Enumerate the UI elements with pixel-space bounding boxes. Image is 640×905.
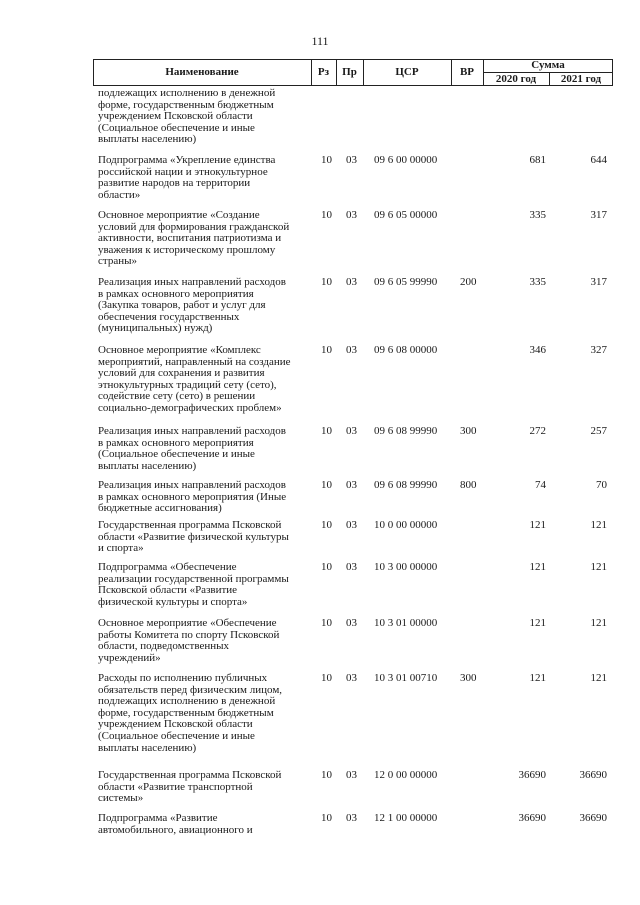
- row-csr: 09 6 08 99990: [374, 479, 438, 491]
- row-pr: 03: [346, 519, 357, 531]
- row-csr: 10 0 00 00000: [374, 519, 438, 531]
- row-name: Подпрограмма «Укрепление единства российской нации и этнокультурное развитие народов на территории области»: [98, 154, 276, 201]
- row-sum-2021: 121: [590, 672, 607, 684]
- row-rz: 10: [321, 617, 332, 629]
- row-sum-2020: 335: [529, 209, 546, 221]
- row-rz: 10: [321, 425, 332, 437]
- row-sum-2020: 121: [529, 519, 546, 531]
- row-sum-2021: 121: [590, 617, 607, 629]
- row-name: Основное мероприятие «Комплекс мероприятий, направленный на создание условий для сохранения и развития этнокультурных традиций сету (сето), содействие сету (сето) в решении социально-демографических проблем»: [98, 344, 291, 414]
- header-name: Наименование: [165, 66, 239, 78]
- row-pr: 03: [346, 561, 357, 573]
- row-vr: 200: [460, 276, 477, 288]
- row-csr: 12 0 00 00000: [374, 769, 438, 781]
- row-name: Реализация иных направлений расходов в рамках основного мероприятия (Закупка товаров, работ и услуг для обеспечения государственных (муниципальных) нужд): [98, 276, 286, 335]
- row-rz: 10: [321, 672, 332, 684]
- row-sum-2021: 317: [590, 209, 607, 221]
- row-sum-2021: 257: [590, 425, 607, 437]
- row-pr: 03: [346, 617, 357, 629]
- row-name: Реализация иных направлений расходов в рамках основного мероприятия (Иные бюджетные ассигнования): [98, 479, 287, 515]
- row-sum-2021: 121: [590, 519, 607, 531]
- row-pr: 03: [346, 769, 357, 781]
- header-bottom-rule: [93, 85, 613, 86]
- row-name: Подпрограмма «Развитие автомобильного, авиационного и: [98, 812, 253, 836]
- row-sum-2020: 121: [529, 672, 546, 684]
- row-csr: 09 6 05 00000: [374, 209, 438, 221]
- row-pr: 03: [346, 812, 357, 824]
- row-sum-2020: 121: [529, 617, 546, 629]
- row-vr: 800: [460, 479, 477, 491]
- row-rz: 10: [321, 209, 332, 221]
- header-year-2020: 2020 год: [495, 73, 537, 85]
- row-rz: 10: [321, 561, 332, 573]
- row-rz: 10: [321, 154, 332, 166]
- row-vr: 300: [460, 425, 477, 437]
- row-name: Расходы по исполнению публичных обязательств перед физическим лицом, подлежащих исполнению в денежной форме, государственным бюджетным учреждением Псковской области (Социальное обеспечение и иные выплаты населению): [98, 672, 283, 754]
- row-sum-2020: 272: [529, 425, 546, 437]
- header-rz: Рз: [317, 66, 330, 78]
- row-pr: 03: [346, 276, 357, 288]
- row-rz: 10: [321, 276, 332, 288]
- row-name: подлежащих исполнению в денежной форме, государственным бюджетным учреждением Псковской области (Социальное обеспечение и иные выплаты населению): [98, 87, 276, 146]
- row-csr: 10 3 00 00000: [374, 561, 438, 573]
- header-year-2021: 2021 год: [560, 73, 602, 85]
- row-sum-2021: 70: [596, 479, 607, 491]
- row-name: Подпрограмма «Обеспечение реализации государственной программы Псковской области «Развитие физической культуры и спорта»: [98, 561, 289, 608]
- row-sum-2020: 74: [535, 479, 546, 491]
- table-header: [93, 59, 613, 86]
- header-pr: Пр: [342, 66, 357, 78]
- row-rz: 10: [321, 479, 332, 491]
- row-sum-2021: 36690: [579, 769, 607, 781]
- header-vr: ВР: [459, 66, 475, 78]
- row-rz: 10: [321, 812, 332, 824]
- row-rz: 10: [321, 769, 332, 781]
- row-name: Государственная программа Псковской области «Развитие физической культуры и спорта»: [98, 519, 289, 555]
- row-vr: 300: [460, 672, 477, 684]
- row-sum-2021: 317: [590, 276, 607, 288]
- header-sum: Сумма: [531, 59, 565, 71]
- row-csr: 09 6 05 99990: [374, 276, 438, 288]
- row-csr: 09 6 00 00000: [374, 154, 438, 166]
- row-pr: 03: [346, 344, 357, 356]
- row-sum-2021: 36690: [579, 812, 607, 824]
- row-sum-2020: 681: [529, 154, 546, 166]
- row-sum-2020: 36690: [518, 812, 546, 824]
- row-rz: 10: [321, 344, 332, 356]
- row-sum-2020: 335: [529, 276, 546, 288]
- row-sum-2021: 644: [590, 154, 607, 166]
- row-sum-2020: 121: [529, 561, 546, 573]
- row-pr: 03: [346, 479, 357, 491]
- row-name: Государственная программа Псковской области «Развитие транспортной системы»: [98, 769, 282, 805]
- row-sum-2020: 346: [529, 344, 546, 356]
- row-name: Основное мероприятие «Создание условий для формирования гражданской активности, воспитания патриотизма и уважения к историческому прошлому страны»: [98, 209, 290, 268]
- row-pr: 03: [346, 154, 357, 166]
- row-csr: 10 3 01 00000: [374, 617, 438, 629]
- header-csr: ЦСР: [395, 66, 419, 78]
- row-name: Реализация иных направлений расходов в рамках основного мероприятия (Социальное обеспечение и иные выплаты населению): [98, 425, 286, 472]
- row-pr: 03: [346, 209, 357, 221]
- page-number: 111: [311, 34, 329, 48]
- row-csr: 12 1 00 00000: [374, 812, 438, 824]
- row-sum-2021: 327: [590, 344, 607, 356]
- row-csr: 10 3 01 00710: [374, 672, 438, 684]
- row-sum-2020: 36690: [518, 769, 546, 781]
- row-csr: 09 6 08 99990: [374, 425, 438, 437]
- row-name: Основное мероприятие «Обеспечение работы Комитета по спорту Псковской области, подведомственных учреждений»: [98, 617, 280, 664]
- row-sum-2021: 121: [590, 561, 607, 573]
- row-rz: 10: [321, 519, 332, 531]
- row-csr: 09 6 08 00000: [374, 344, 438, 356]
- row-pr: 03: [346, 672, 357, 684]
- row-pr: 03: [346, 425, 357, 437]
